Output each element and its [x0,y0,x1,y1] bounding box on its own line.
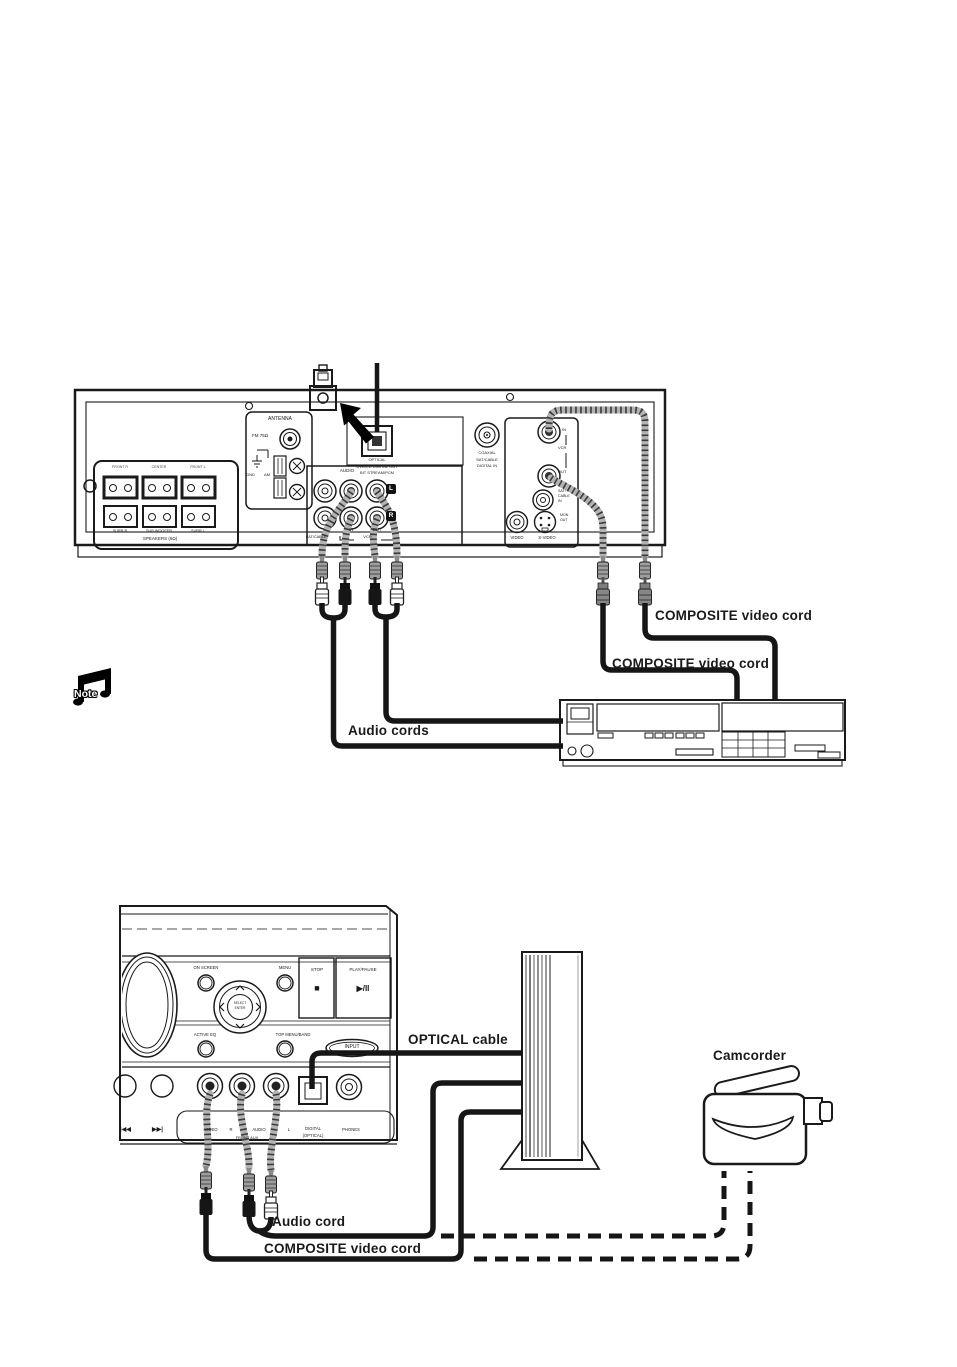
active-eq-label: ACTIVE EQ [193,1032,217,1037]
camcorder-callout: Camcorder [713,1048,787,1063]
composite-video-cord-callout-1: COMPOSITE video cord [655,608,813,623]
vcr-label: VCR [558,445,567,450]
play-pause-glyph: ▶/II [356,984,370,993]
front-digital-optical-label: (OPTICAL) [302,1133,324,1138]
audio-vcr-label: VCR [363,534,372,539]
input-label: INPUT [344,1044,360,1050]
front-video-label: VIDEO [204,1127,218,1132]
audio-in-label: IN [348,527,354,532]
antenna-label: ANTENNA [268,416,292,422]
stop-label: STOP [310,967,324,972]
front-audio-r-label: R [229,1127,233,1132]
dashed-cord-to-camcorder-1 [441,1171,724,1236]
dashed-cord-to-camcorder-2 [474,1171,750,1259]
front-audio-l-label: L [287,1127,291,1132]
tower-device [501,952,599,1169]
video-jacks-section [505,418,578,547]
composite-video-cord-callout-3: COMPOSITE video cord [264,1241,422,1256]
camcorder-illustration [704,1065,832,1164]
spk-front-r-label: FRONT R [112,465,128,469]
mon-out-label-2: OUT [560,518,568,522]
spk-surr-r-label: SURR R [112,529,128,533]
audio-cords-callout: Audio cords [348,723,429,738]
spk-surr-l-label: SURR L [191,529,205,533]
am-label: AM [264,472,270,477]
next-glyph: ▶▶| [152,1127,163,1133]
composite-video-cord-callout-2: COMPOSITE video cord [612,656,770,671]
mon-out-label-1: MON [560,513,569,517]
speakers-caption: SPEAKERS (6Ω) [142,536,178,541]
s-video-jack-label: S-VIDEO [538,535,556,540]
front-audio-label: AUDIO [252,1127,266,1132]
front-phones-label: PHONES [342,1127,360,1132]
optical-plug-icon [310,365,336,410]
spk-center-label: CENTER [151,465,167,469]
on-screen-label: ON SCREEN [193,965,219,970]
audio-sat-cable-label: SAT/CABLE [305,535,327,539]
rca-plug-pairs [316,556,652,605]
vcr-in-label: IN [562,427,566,432]
audio-title-label: AUDIO [339,468,355,473]
audio-out-label: OUT [372,527,382,532]
enter-label: ENTER [234,1006,246,1010]
stop-glyph: ■ [314,983,320,993]
coaxial-in-label-1: COAXIAL [478,450,496,455]
coaxial-in-label-2: SAT/CABLE [476,456,498,462]
optical-out-label-2: DVD/CD DIGITAL OUT [356,463,398,469]
audio-cord-callout: Audio cord [272,1214,346,1229]
fm-label: FM 75Ω [252,433,269,438]
select-label: SELECT [233,1001,247,1005]
video-jack-label: VIDEO [510,535,524,540]
vcr-out-label: OUT [558,469,567,474]
antenna-section [246,412,312,509]
pointer-arrow-icon [340,403,374,444]
audio-r-badge: R [386,511,396,521]
audio-l-badge: L [386,484,396,494]
front-aux-label: FRONT AUX [235,1135,259,1140]
gnd-label: GND [246,472,255,477]
optical-cable-callout: OPTICAL cable [408,1032,508,1047]
note-label: Note [74,688,98,700]
front-plugs [200,1166,278,1219]
menu-label: MENU [278,965,292,970]
play-pause-label: PLAY/PAUSE [349,967,377,972]
sat-cable-in-label-1: SAT/ [558,489,566,493]
spk-front-l-label: FRONT L [190,465,206,469]
sat-cable-in-label-3: IN [558,499,562,503]
vcr-illustration [560,700,845,766]
prev-glyph: |◀◀ [120,1127,131,1133]
optical-out-label-3: BIT STREAM/PCM [360,470,394,475]
spk-subwoofer-label: SUB WOOFER [146,529,172,533]
receiver-front-panel [114,906,397,1144]
volume-knob [117,953,177,1057]
optical-out-label-1: OPTICAL [368,457,386,462]
front-digital-label: DIGITAL [305,1126,321,1131]
sat-cable-in-label-2: CABLE [558,494,570,498]
coaxial-in-label-3: DIGITAL IN [476,463,498,468]
top-menu-band-label: TOP MENU/BAND [275,1032,311,1037]
